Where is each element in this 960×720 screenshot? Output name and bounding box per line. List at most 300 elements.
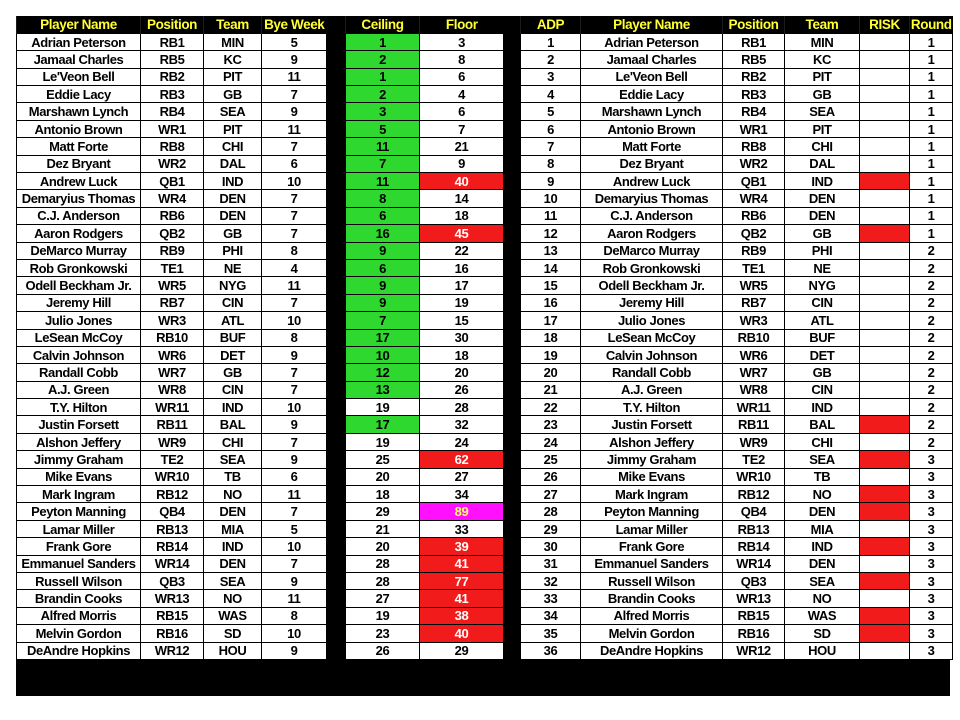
position-cell: RB14	[723, 538, 785, 555]
adp-cell: 30	[521, 538, 581, 555]
player-name-cell: Mark Ingram	[17, 486, 141, 503]
header-round: Round	[910, 16, 952, 32]
position-cell: WR3	[723, 312, 785, 329]
player-name-cell: Calvin Johnson	[581, 346, 723, 363]
adp-cell: 24	[521, 433, 581, 450]
round-cell: 1	[910, 155, 953, 172]
risk-cell	[860, 190, 910, 207]
floor-cell: 7	[420, 120, 504, 137]
table-row	[521, 573, 953, 590]
team-cell: IND	[785, 538, 860, 555]
player-name-cell: A.J. Green	[581, 381, 723, 398]
header-row	[17, 16, 327, 33]
position-cell: RB4	[141, 103, 204, 120]
team-cell: MIA	[204, 520, 262, 537]
adp-cell: 16	[521, 294, 581, 311]
risk-cell	[860, 68, 910, 85]
adp-cell: 26	[521, 468, 581, 485]
position-cell: RB6	[141, 207, 204, 224]
risk-cell	[860, 33, 910, 50]
player-name-cell: Alshon Jeffery	[17, 433, 141, 450]
player-name-cell: Jamaal Charles	[17, 51, 141, 68]
position-cell: WR12	[141, 642, 204, 659]
position-cell: WR5	[141, 277, 204, 294]
player-name-cell: Lamar Miller	[17, 520, 141, 537]
round-cell: 3	[910, 538, 953, 555]
bye-week-cell: 11	[262, 120, 327, 137]
position-cell: WR8	[141, 381, 204, 398]
position-cell: RB7	[723, 294, 785, 311]
table-row	[521, 277, 953, 294]
team-cell: NE	[785, 259, 860, 276]
team-cell: ATL	[204, 312, 262, 329]
team-cell: WAS	[785, 607, 860, 624]
ceiling-cell: 1	[346, 68, 420, 85]
floor-cell: 45	[420, 225, 504, 242]
bye-week-cell: 11	[262, 486, 327, 503]
ceiling-cell: 9	[346, 277, 420, 294]
round-cell: 1	[910, 68, 953, 85]
round-cell: 1	[910, 51, 953, 68]
floor-cell: 14	[420, 190, 504, 207]
ceiling-floor-body	[346, 33, 504, 659]
ceiling-cell: 7	[346, 312, 420, 329]
table-row	[17, 573, 327, 590]
header-adp: ADP	[521, 16, 581, 33]
team-cell: SEA	[785, 103, 860, 120]
team-cell: NO	[785, 486, 860, 503]
column-gap	[327, 16, 345, 696]
player-name-cell: Russell Wilson	[17, 573, 141, 590]
round-cell: 1	[910, 138, 953, 155]
ceiling-cell: 26	[346, 642, 420, 659]
floor-cell: 4	[420, 86, 504, 103]
table-row	[17, 207, 327, 224]
risk-cell	[860, 364, 910, 381]
player-name-cell: Jeremy Hill	[581, 294, 723, 311]
position-cell: WR14	[723, 555, 785, 572]
team-cell: HOU	[204, 642, 262, 659]
round-cell: 2	[910, 346, 953, 363]
team-cell: NO	[785, 590, 860, 607]
position-cell: WR10	[141, 468, 204, 485]
table-row	[521, 399, 953, 416]
table-row	[17, 294, 327, 311]
ceiling-cell: 11	[346, 138, 420, 155]
adp-cell: 34	[521, 607, 581, 624]
position-cell: RB14	[141, 538, 204, 555]
round-cell: 3	[910, 520, 953, 537]
player-name-cell: C.J. Anderson	[17, 207, 141, 224]
position-cell: QB4	[141, 503, 204, 520]
team-cell: DEN	[204, 555, 262, 572]
table-row	[521, 33, 953, 50]
team-cell: PIT	[204, 68, 262, 85]
ceiling-cell: 28	[346, 555, 420, 572]
position-cell: QB2	[141, 225, 204, 242]
position-cell: RB8	[141, 138, 204, 155]
player-name-cell: LeSean McCoy	[581, 329, 723, 346]
table-row	[346, 486, 504, 503]
player-name-cell: Adrian Peterson	[581, 33, 723, 50]
position-cell: RB15	[141, 607, 204, 624]
position-cell: QB1	[141, 173, 204, 190]
table-row	[521, 381, 953, 398]
player-name-cell: Marshawn Lynch	[17, 103, 141, 120]
ceiling-cell: 25	[346, 451, 420, 468]
risk-cell	[860, 642, 910, 659]
bye-week-cell: 7	[262, 381, 327, 398]
team-cell: CIN	[204, 294, 262, 311]
table-row	[521, 364, 953, 381]
header-bye-week: Bye Week	[262, 16, 327, 33]
ceiling-cell: 10	[346, 346, 420, 363]
adp-cell: 31	[521, 555, 581, 572]
bye-week-cell: 7	[262, 207, 327, 224]
player-name-cell: Peyton Manning	[581, 503, 723, 520]
position-cell: WR5	[723, 277, 785, 294]
player-name-cell: Emmanuel Sanders	[17, 555, 141, 572]
player-name-cell: Aaron Rodgers	[17, 225, 141, 242]
team-cell: IND	[204, 399, 262, 416]
header-position: Position	[723, 16, 785, 33]
floor-cell: 41	[420, 590, 504, 607]
team-cell: DEN	[204, 503, 262, 520]
table-row	[521, 451, 953, 468]
adp-cell: 1	[521, 33, 581, 50]
position-cell: WR4	[141, 190, 204, 207]
floor-cell: 77	[420, 573, 504, 590]
table-row	[346, 590, 504, 607]
bye-week-cell: 6	[262, 155, 327, 172]
bye-week-cell: 7	[262, 294, 327, 311]
player-name-cell: Lamar Miller	[581, 520, 723, 537]
risk-cell	[860, 155, 910, 172]
position-cell: TE1	[723, 259, 785, 276]
ceiling-floor-table	[345, 16, 504, 660]
ceiling-cell: 20	[346, 538, 420, 555]
adp-cell: 15	[521, 277, 581, 294]
ceiling-cell: 19	[346, 399, 420, 416]
round-cell: 3	[910, 573, 953, 590]
ceiling-cell: 27	[346, 590, 420, 607]
round-cell: 1	[910, 225, 953, 242]
round-cell: 1	[910, 103, 953, 120]
ceiling-cell: 17	[346, 416, 420, 433]
table-row	[17, 51, 327, 68]
team-cell: GB	[785, 86, 860, 103]
team-cell: DET	[204, 346, 262, 363]
position-cell: RB6	[723, 207, 785, 224]
player-name-cell: Marshawn Lynch	[581, 103, 723, 120]
floor-cell: 21	[420, 138, 504, 155]
table-row	[521, 51, 953, 68]
floor-cell: 33	[420, 520, 504, 537]
position-cell: RB3	[141, 86, 204, 103]
ceiling-cell: 1	[346, 33, 420, 50]
risk-cell	[860, 277, 910, 294]
adp-cell: 23	[521, 416, 581, 433]
table-row	[521, 555, 953, 572]
position-cell: RB16	[723, 625, 785, 642]
player-info-table	[16, 16, 327, 660]
table-row	[17, 138, 327, 155]
position-cell: RB12	[141, 486, 204, 503]
risk-cell	[860, 173, 910, 190]
floor-cell: 17	[420, 277, 504, 294]
table-row	[521, 294, 953, 311]
position-cell: RB11	[141, 416, 204, 433]
player-name-cell: DeMarco Murray	[581, 242, 723, 259]
position-cell: RB1	[141, 33, 204, 50]
floor-cell: 30	[420, 329, 504, 346]
round-cell: 3	[910, 642, 953, 659]
table-row	[346, 120, 504, 137]
bye-week-cell: 10	[262, 538, 327, 555]
risk-cell	[860, 416, 910, 433]
position-cell: WR13	[723, 590, 785, 607]
floor-cell: 27	[420, 468, 504, 485]
risk-cell	[860, 538, 910, 555]
team-cell: MIA	[785, 520, 860, 537]
floor-cell: 16	[420, 259, 504, 276]
player-name-cell: Alfred Morris	[17, 607, 141, 624]
table-row	[17, 259, 327, 276]
risk-cell	[860, 520, 910, 537]
position-cell: QB2	[723, 225, 785, 242]
header-ceiling: Ceiling	[346, 16, 420, 33]
position-cell: RB4	[723, 103, 785, 120]
round-cell: 3	[910, 486, 953, 503]
adp-cell: 33	[521, 590, 581, 607]
table-row	[346, 607, 504, 624]
player-name-cell: Jeremy Hill	[17, 294, 141, 311]
table-row	[17, 399, 327, 416]
position-cell: RB12	[723, 486, 785, 503]
table-row	[17, 451, 327, 468]
risk-cell	[860, 242, 910, 259]
ceiling-cell: 19	[346, 607, 420, 624]
draft-rankings-sheet	[16, 16, 950, 696]
player-name-cell: Julio Jones	[17, 312, 141, 329]
team-cell: IND	[785, 399, 860, 416]
position-cell: WR11	[723, 399, 785, 416]
adp-cell: 17	[521, 312, 581, 329]
player-name-cell: Mike Evans	[581, 468, 723, 485]
header-risk: RISK	[860, 16, 910, 33]
table-row	[346, 468, 504, 485]
ceiling-cell: 7	[346, 155, 420, 172]
table-row	[521, 329, 953, 346]
table-row	[346, 103, 504, 120]
header-player-name: Player Name	[17, 16, 141, 33]
team-cell: GB	[204, 225, 262, 242]
player-name-cell: Justin Forsett	[581, 416, 723, 433]
player-name-cell: Odell Beckham Jr.	[17, 277, 141, 294]
team-cell: SEA	[785, 451, 860, 468]
team-cell: CIN	[785, 381, 860, 398]
table-row	[346, 294, 504, 311]
round-cell: 2	[910, 399, 953, 416]
header-team: Team	[204, 16, 262, 33]
floor-cell: 29	[420, 642, 504, 659]
ceiling-cell: 5	[346, 120, 420, 137]
adp-cell: 5	[521, 103, 581, 120]
table-row	[521, 259, 953, 276]
team-cell: TB	[785, 468, 860, 485]
round-cell: 1	[910, 86, 953, 103]
adp-cell: 18	[521, 329, 581, 346]
player-name-cell: DeAndre Hopkins	[581, 642, 723, 659]
player-name-cell: Peyton Manning	[17, 503, 141, 520]
table-row	[521, 642, 953, 659]
table-row	[521, 242, 953, 259]
risk-cell	[860, 590, 910, 607]
player-name-cell: Dez Bryant	[17, 155, 141, 172]
team-cell: KC	[785, 51, 860, 68]
bye-week-cell: 9	[262, 51, 327, 68]
team-cell: TB	[204, 468, 262, 485]
team-cell: BAL	[785, 416, 860, 433]
table-row	[17, 555, 327, 572]
round-cell: 2	[910, 416, 953, 433]
position-cell: RB10	[723, 329, 785, 346]
position-cell: RB3	[723, 86, 785, 103]
risk-cell	[860, 468, 910, 485]
bye-week-cell: 8	[262, 242, 327, 259]
round-cell: 1	[910, 33, 953, 50]
table-row	[521, 607, 953, 624]
adp-cell: 2	[521, 51, 581, 68]
header-team: Team	[785, 16, 860, 33]
bye-week-cell: 7	[262, 433, 327, 450]
floor-cell: 8	[420, 51, 504, 68]
table-row	[521, 416, 953, 433]
bye-week-cell: 10	[262, 399, 327, 416]
risk-cell	[860, 607, 910, 624]
team-cell: GB	[204, 86, 262, 103]
position-cell: RB13	[141, 520, 204, 537]
player-name-cell: Jamaal Charles	[581, 51, 723, 68]
table-row	[521, 538, 953, 555]
player-name-cell: Le'Veon Bell	[17, 68, 141, 85]
bye-week-cell: 7	[262, 86, 327, 103]
risk-cell	[860, 294, 910, 311]
player-info-body	[17, 33, 327, 659]
position-cell: WR11	[141, 399, 204, 416]
position-cell: RB5	[723, 51, 785, 68]
team-cell: NYG	[785, 277, 860, 294]
column-gap	[504, 16, 520, 696]
position-cell: TE2	[723, 451, 785, 468]
round-cell: 2	[910, 242, 953, 259]
player-name-cell: Demaryius Thomas	[581, 190, 723, 207]
floor-cell: 32	[420, 416, 504, 433]
position-cell: WR1	[141, 120, 204, 137]
risk-cell	[860, 259, 910, 276]
player-name-cell: Eddie Lacy	[581, 86, 723, 103]
player-name-cell: Randall Cobb	[17, 364, 141, 381]
ceiling-cell: 16	[346, 225, 420, 242]
table-row	[17, 468, 327, 485]
floor-cell: 19	[420, 294, 504, 311]
position-cell: QB3	[141, 573, 204, 590]
player-name-cell: Jimmy Graham	[17, 451, 141, 468]
bye-week-cell: 7	[262, 225, 327, 242]
risk-cell	[860, 625, 910, 642]
table-row	[17, 364, 327, 381]
player-name-cell: T.Y. Hilton	[17, 399, 141, 416]
team-cell: IND	[785, 173, 860, 190]
floor-cell: 3	[420, 33, 504, 50]
player-name-cell: Dez Bryant	[581, 155, 723, 172]
floor-cell: 41	[420, 555, 504, 572]
bye-week-cell: 7	[262, 364, 327, 381]
table-row	[346, 33, 504, 50]
floor-cell: 18	[420, 346, 504, 363]
adp-cell: 21	[521, 381, 581, 398]
position-cell: RB5	[141, 51, 204, 68]
bye-week-cell: 9	[262, 346, 327, 363]
table-row	[346, 225, 504, 242]
table-row	[521, 312, 953, 329]
table-row	[17, 242, 327, 259]
adp-cell: 8	[521, 155, 581, 172]
position-cell: WR9	[141, 433, 204, 450]
round-cell: 3	[910, 607, 953, 624]
adp-cell: 6	[521, 120, 581, 137]
position-cell: WR2	[141, 155, 204, 172]
table-row	[17, 68, 327, 85]
player-name-cell: Aaron Rodgers	[581, 225, 723, 242]
floor-cell: 28	[420, 399, 504, 416]
team-cell: SD	[785, 625, 860, 642]
player-name-cell: Alfred Morris	[581, 607, 723, 624]
position-cell: WR6	[141, 346, 204, 363]
round-cell: 1	[910, 120, 953, 137]
team-cell: BUF	[785, 329, 860, 346]
table-row	[346, 433, 504, 450]
team-cell: DEN	[785, 503, 860, 520]
adp-cell: 9	[521, 173, 581, 190]
team-cell: BUF	[204, 329, 262, 346]
round-cell: 2	[910, 277, 953, 294]
position-cell: RB2	[723, 68, 785, 85]
risk-cell	[860, 86, 910, 103]
team-cell: HOU	[785, 642, 860, 659]
risk-cell	[860, 503, 910, 520]
table-row	[521, 520, 953, 537]
table-row	[346, 207, 504, 224]
bye-week-cell: 9	[262, 416, 327, 433]
team-cell: NO	[204, 486, 262, 503]
player-name-cell: Alshon Jeffery	[581, 433, 723, 450]
team-cell: DEN	[204, 207, 262, 224]
ceiling-cell: 3	[346, 103, 420, 120]
position-cell: TE2	[141, 451, 204, 468]
ceiling-cell: 17	[346, 329, 420, 346]
round-cell: 3	[910, 468, 953, 485]
position-cell: WR9	[723, 433, 785, 450]
player-name-cell: Antonio Brown	[17, 120, 141, 137]
player-name-cell: Andrew Luck	[581, 173, 723, 190]
player-name-cell: Julio Jones	[581, 312, 723, 329]
player-name-cell: Andrew Luck	[17, 173, 141, 190]
adp-table	[520, 16, 953, 660]
table-row	[17, 486, 327, 503]
header-floor: Floor	[420, 16, 504, 33]
team-cell: CIN	[785, 294, 860, 311]
